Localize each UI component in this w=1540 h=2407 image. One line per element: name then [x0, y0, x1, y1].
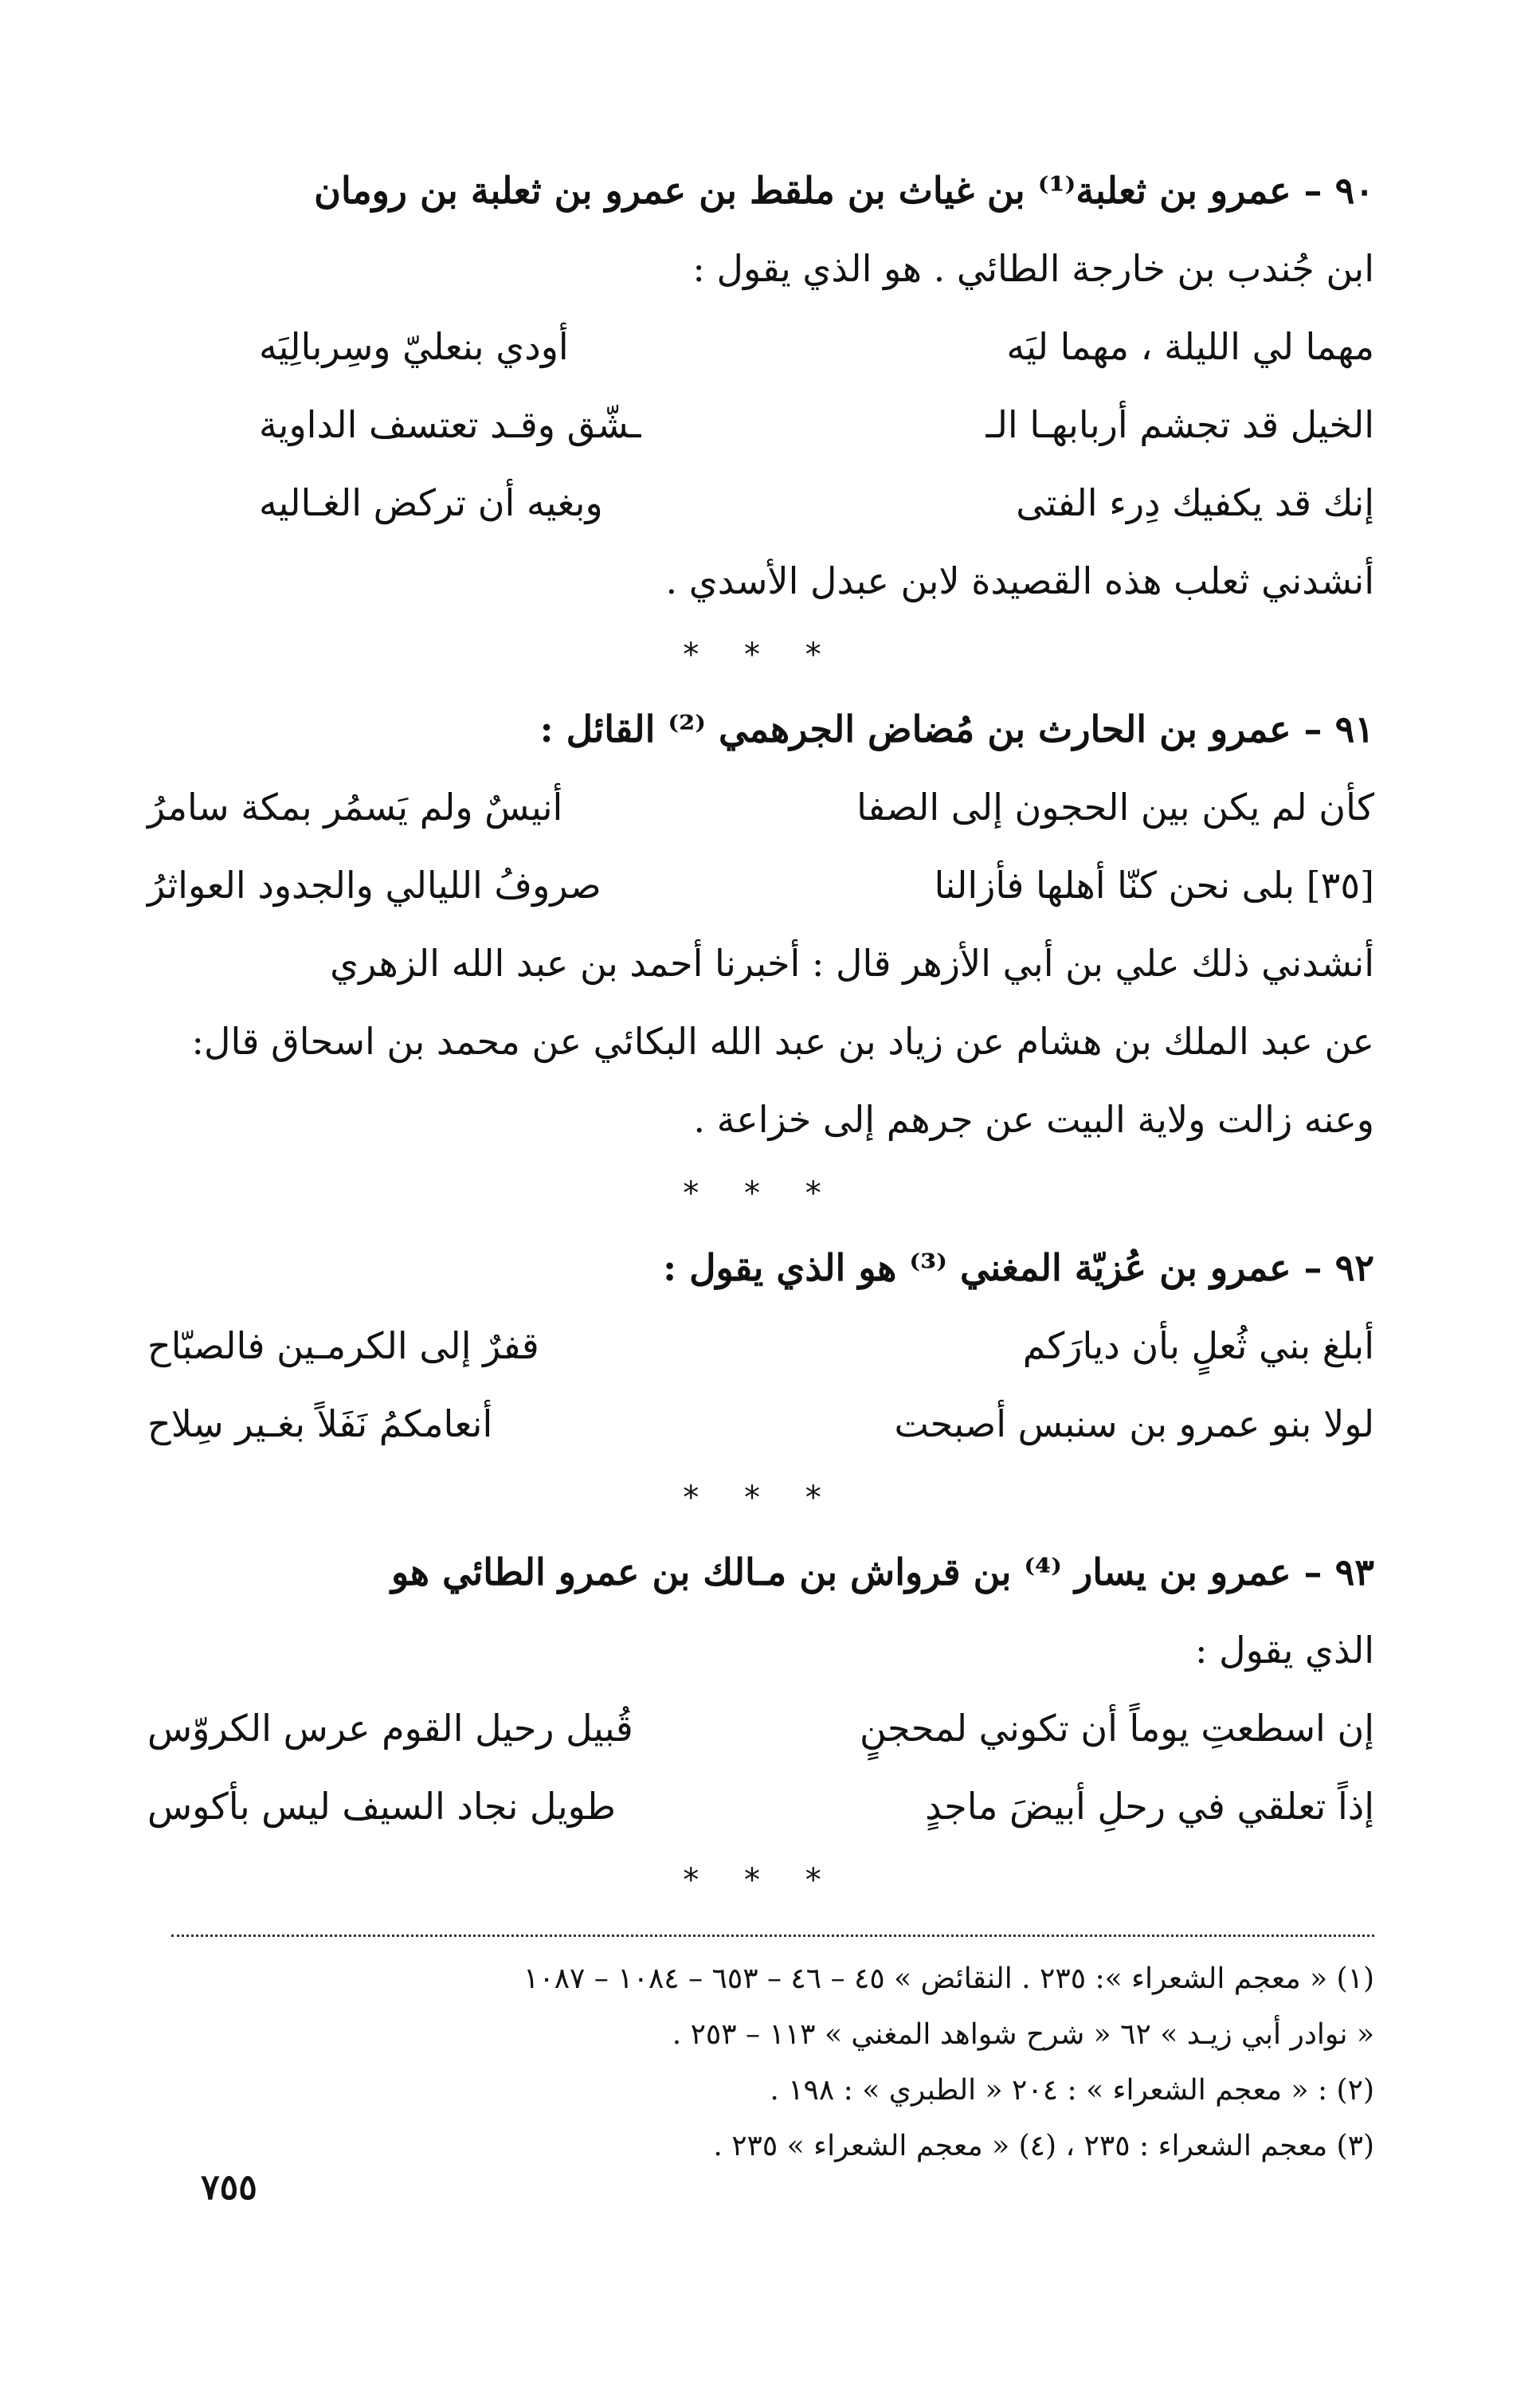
- attribution-note: أنشدني ثعلب هذه القصيدة لابن عبدل الأسدي .: [665, 559, 1374, 602]
- section-divider: * * *: [683, 637, 839, 673]
- first-hemistich: كأن لم يكن بين الحجون إلى الصفا: [856, 786, 1374, 829]
- verse-line: [259, 464, 1374, 542]
- verse-line: [147, 1307, 1374, 1385]
- prose-line: أنشدني ذلك علي بن أبي الأزهر قال : أخبرنا أحمد بن عبد الله الزهري: [330, 942, 1374, 985]
- footnote-line: (٢) : « معجم الشعراء » : ٢٠٤ « الطبري » : ١٩٨ .: [770, 2074, 1374, 2107]
- entry-92: [147, 1229, 1374, 1530]
- verse-line: [147, 846, 1374, 924]
- footnote-line: (١) « معجم الشعراء »: ٢٣٥ . النقائض » ٤٥ – ٤٦ – ٦٥٣ – ١٠٨٤ – ١٠٨٧: [523, 1962, 1374, 1995]
- section-divider: * * *: [683, 1862, 839, 1899]
- entry-91: [147, 690, 1374, 1225]
- page-body: [147, 151, 1374, 2174]
- first-hemistich: إنك قد يكفيك دِرء الفتى: [1016, 481, 1374, 524]
- first-hemistich: أبلغ بني ثُعلٍ بأن ديارَكم: [1022, 1324, 1374, 1367]
- prose-line: وعنه زالت ولاية البيت عن جرهم إلى خزاعة .: [693, 1098, 1374, 1141]
- verse-line: [147, 1689, 1374, 1767]
- first-hemistich: مهما لي الليلة ، مهما ليَه: [1006, 325, 1374, 368]
- entry-93: [147, 1533, 1374, 1912]
- section-divider: * * *: [683, 1175, 839, 1212]
- second-hemistich: ـشّق وقـد تعتسف الداوية: [259, 403, 641, 446]
- footnote-line: (٣) معجم الشعراء : ٢٣٥ ، (٤) « معجم الشعراء » ٢٣٥ .: [713, 2130, 1374, 2162]
- verse-line: [259, 386, 1374, 464]
- second-hemistich: أودي بنعليّ وسِربالِيَه: [259, 325, 569, 368]
- entry-heading-cont: الذي يقول :: [1195, 1629, 1374, 1672]
- second-hemistich: أنعامكمُ نَفَلاً بغـير سِلاح: [147, 1402, 493, 1445]
- first-hemistich: إن اسطعتِ يوماً أن تكوني لمحجنٍ: [860, 1707, 1374, 1750]
- verse-line: [147, 1767, 1374, 1845]
- entry-heading: ٩٠ – عمرو بن ثعلبة⁽¹⁾ بن غياث بن ملقط بن عمرو بن ثعلبة بن رومان: [314, 169, 1374, 212]
- first-hemistich: [٣٥] بلى نحن كنّا أهلها فأزالنا: [934, 864, 1374, 907]
- first-hemistich: إذاً تعلقي في رحلِ أبيضَ ماجدٍ: [925, 1785, 1374, 1828]
- poem: [147, 1307, 1374, 1463]
- verse-line: [259, 308, 1374, 386]
- poem: [147, 768, 1374, 924]
- second-hemistich: قُبيل رحيل القوم عرس الكروّس: [147, 1707, 633, 1750]
- second-hemistich: قفرٌ إلى الكرمـين فالصبّاح: [147, 1324, 539, 1367]
- footnote-separator: [171, 1935, 1374, 1937]
- verse-line: [147, 1385, 1374, 1463]
- second-hemistich: وبغيه أن تركض الغـاليه: [259, 481, 603, 524]
- second-hemistich: صروفُ الليالي والجدود العواثرُ: [147, 864, 602, 907]
- second-hemistich: طويل نجاد السيف ليس بأكوس: [147, 1785, 617, 1828]
- entry-90: [147, 151, 1374, 687]
- entry-heading-cont: ابن جُندب بن خارجة الطائي . هو الذي يقول :: [692, 247, 1374, 290]
- entry-heading: ٩٣ – عمرو بن يسار ⁽⁴⁾ بن قرواش بن مـالك بن عمرو الطائي هو: [391, 1550, 1374, 1594]
- page-number: ٧٥٥: [201, 2167, 257, 2208]
- verse-line: [147, 768, 1374, 846]
- entry-heading: ٩٢ – عمرو بن عُزيّة المغني ⁽³⁾ هو الذي يقول :: [663, 1246, 1374, 1289]
- footnote-line: « نوادر أبي زيـد » ٦٢ « شرح شواهد المغني » ١١٣ – ٢٥٣ .: [672, 2018, 1374, 2051]
- prose-line: عن عبد الملك بن هشام عن زياد بن عبد الله البكائي عن محمد بن اسحاق قال:: [191, 1020, 1374, 1063]
- entry-heading: ٩١ – عمرو بن الحارث بن مُضاض الجرهمي ⁽²⁾ القائل :: [539, 708, 1374, 751]
- section-divider: * * *: [683, 1480, 839, 1516]
- first-hemistich: لولا بنو عمرو بن سنبس أصبحت: [894, 1402, 1374, 1445]
- poem: [147, 1689, 1374, 1845]
- second-hemistich: أنيسٌ ولم يَسمُر بمكة سامرُ: [147, 786, 563, 829]
- poem: [259, 308, 1374, 542]
- footnotes: [147, 1951, 1374, 2174]
- first-hemistich: الخيل قد تجشم أربابهـا الـ: [986, 403, 1374, 446]
